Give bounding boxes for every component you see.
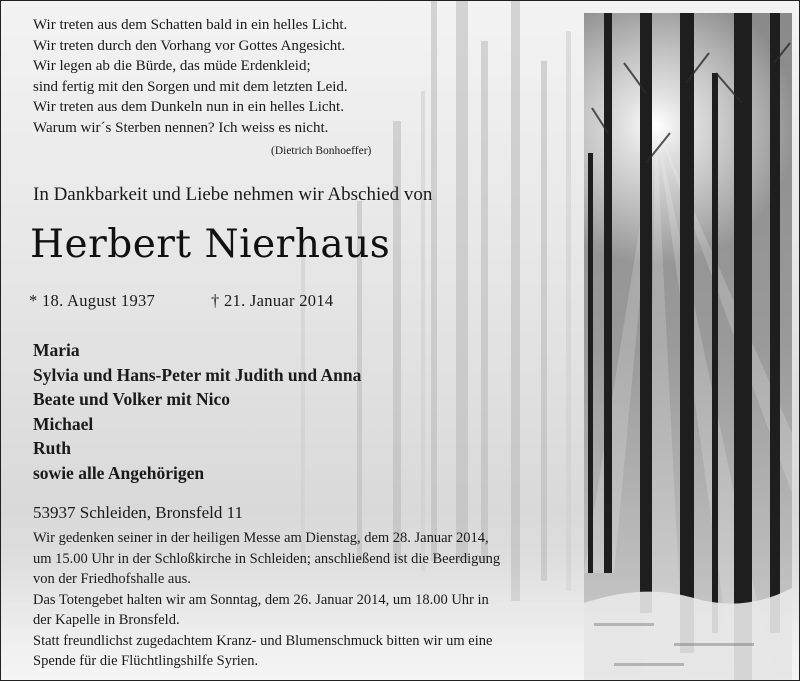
deceased-name: Herbert Nierhaus [30,222,391,267]
info-line: Spende für die Flüchtlingshilfe Syrien. [33,653,259,669]
poem-line: Wir treten durch den Vorhang vor Gottes Angesicht. [33,37,346,54]
birth-date: * 18. August 1937 [29,291,156,310]
poem-line: Warum wir´s Sterben nennen? Ich weiss es nicht. [33,119,329,136]
info-line: um 15.00 Uhr in der Schloßkirche in Schleiden; anschließend ist die Beerdigung [33,550,501,567]
poem [33,15,403,138]
mourner-entry: Michael [33,413,94,434]
mourner-entry: Beate und Volker mit Nico [33,389,231,409]
forest-sunlight-photo [584,13,792,681]
poem-line: sind fertig mit den Sorgen und mit dem letzten Leid. [33,78,348,95]
info-line: der Kapelle in Bronsfeld. [33,612,180,628]
death-date: † 21. Januar 2014 [211,291,334,310]
life-dates [29,291,334,311]
service-information [33,528,593,672]
mourner-entry: Ruth [33,438,71,458]
family-address: 53937 Schleiden, Bronsfeld 11 [33,503,243,522]
poem-line: Wir treten aus dem Dunkeln nun in ein helles Licht. [33,99,344,115]
poem-author: (Dietrich Bonhoeffer) [271,145,372,157]
info-line: Statt freundlichst zugedachtem Kranz- und Blumenschmuck bitten wir um eine [33,632,493,649]
poem-line: Wir legen ab die Bürde, das müde Erdenkleid; [33,58,311,74]
mourner-entry: sowie alle Angehörigen [33,462,205,483]
mourners-list [33,338,361,485]
poem-line: Wir treten aus dem Schatten bald in ein helles Licht. [33,17,348,33]
info-line: Das Totengebet halten wir am Sonntag, dem 26. Januar 2014, um 18.00 Uhr in [33,591,489,608]
mourner-entry: Maria [33,340,80,360]
farewell-intro: In Dankbarkeit und Liebe nehmen wir Abschied von [33,184,433,205]
info-line: Wir gedenken seiner in der heiligen Messe am Dienstag, dem 28. Januar 2014, [33,530,489,546]
mourner-entry: Sylvia und Hans-Peter mit Judith und Anna [33,364,362,385]
info-line: von der Friedhofshalle aus. [33,571,191,587]
